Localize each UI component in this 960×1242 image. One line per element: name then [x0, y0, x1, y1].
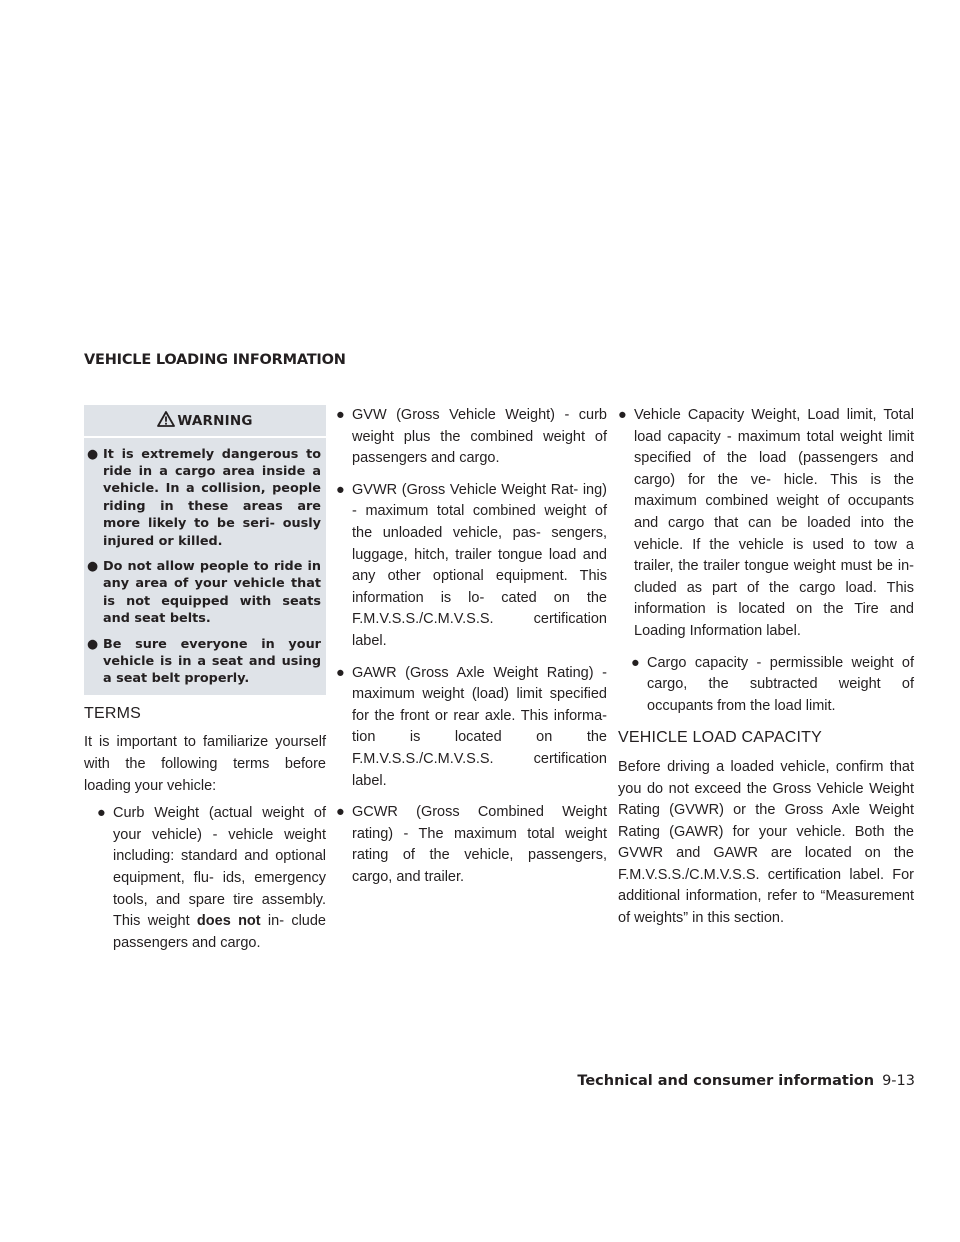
- warning-header: [84, 407, 326, 438]
- column-1: [84, 405, 326, 964]
- term-vehicle-capacity-weight: [618, 405, 914, 643]
- term-cargo-capacity: [631, 653, 914, 718]
- bullet: ●: [618, 407, 627, 423]
- bullet: ●: [336, 664, 345, 681]
- bullet: ●: [336, 407, 345, 423]
- terms-intro: It is important to familiarize yourself with the following terms before loading your vehicle:: [84, 734, 326, 794]
- term-emphasis: does not: [196, 913, 261, 930]
- warning-item: [87, 558, 321, 628]
- term-gvw: [336, 405, 607, 470]
- bullet: ●: [631, 654, 640, 671]
- warning-title: WARNING: [177, 413, 253, 429]
- term-text: Cargo capacity - permissible weight of cargo, the subtracted weight of occupants from the load limit.: [647, 654, 914, 714]
- page-number: 9-13: [882, 1073, 915, 1089]
- term-gawr: [336, 663, 607, 793]
- warning-box: [84, 405, 326, 695]
- warning-triangle-icon: [157, 411, 175, 427]
- load-capacity-heading: VEHICLE LOAD CAPACITY: [618, 729, 822, 747]
- term-gcwr: [336, 802, 607, 888]
- column-2: [336, 405, 607, 898]
- term-text: Curb Weight (actual weight of your vehicle) - vehicle weight including: standard and optional equipment, flu- ids, emergency tools, and spare tire assembly. This weight: [113, 805, 326, 930]
- terms-heading: TERMS: [84, 704, 141, 722]
- warning-item-text: It is extremely dangerous to ride in a cargo area inside a vehicle. In a collision, people riding in these areas are more likely to be seri- ously injured or killed.: [103, 446, 321, 549]
- bullet: ●: [336, 804, 345, 821]
- warning-item: [87, 636, 321, 688]
- page-footer: [577, 1073, 915, 1089]
- bullet: ●: [87, 446, 99, 462]
- warning-item-text: Be sure everyone in your vehicle is in a seat and using a seat belt properly.: [103, 636, 321, 687]
- warning-item-text: Do not allow people to ride in any area of your vehicle that is not equipped with seats and seat belts.: [103, 559, 321, 627]
- term-gvwr: [336, 480, 607, 653]
- term-text: GAWR (Gross Axle Weight Rating) - maximum weight (load) limit specified for the front or rear axle. This informa- tion is located on the F.M.V.S.S./C.M.V.S.S. certification label.: [352, 664, 607, 789]
- bullet: ●: [87, 636, 99, 652]
- bullet: ●: [336, 481, 345, 498]
- term-text: GVW (Gross Vehicle Weight) - curb weight plus the combined weight of passengers and cargo.: [352, 407, 607, 467]
- warning-item: [87, 446, 321, 550]
- section-title: VEHICLE LOADING INFORMATION: [84, 352, 346, 368]
- term-text: GVWR (Gross Vehicle Weight Rat- ing) - maximum total combined weight of the unloaded vehicle, pas- sengers, luggage, hitch, trailer tongue load and any other optional equipment. This information is lo- cated on the F.M.V.S.S./C.M.V.S.S. certification label.: [352, 481, 607, 649]
- term-text: Vehicle Capacity Weight, Load limit, Total load capacity - maximum total weight limit specified of the load (passengers and cargo) for the ve- hicle. This is the maximum combined weight of occupants and cargo that can be loaded into the vehicle. If the vehicle is used to tow a trailer, the trailer tongue weight must be in- cluded as part of the cargo load. This information is located on the Tire and Loading Information label.: [634, 407, 914, 639]
- column-3: [618, 405, 914, 930]
- term-text: GCWR (Gross Combined Weight rating) - The maximum total weight rating of the vehicle, passengers, cargo, and trailer.: [352, 804, 607, 885]
- bullet: ●: [87, 559, 99, 575]
- footer-section-label: Technical and consumer information: [577, 1073, 875, 1089]
- bullet: ●: [97, 805, 106, 822]
- term-curb-weight: [97, 803, 326, 954]
- load-capacity-text: Before driving a loaded vehicle, confirm that you do not exceed the Gross Vehicle Weight Rating (GVWR) or the Gross Axle Weight Rating (GAWR) for your vehicle. Both the GVWR and GAWR are located on the F.M.V.S.S./C.M.V.S.S. certification label. For additional information, refer to “Measurement of weights” in this section.: [618, 758, 914, 927]
- term-text: in- clude passengers and cargo.: [113, 913, 326, 951]
